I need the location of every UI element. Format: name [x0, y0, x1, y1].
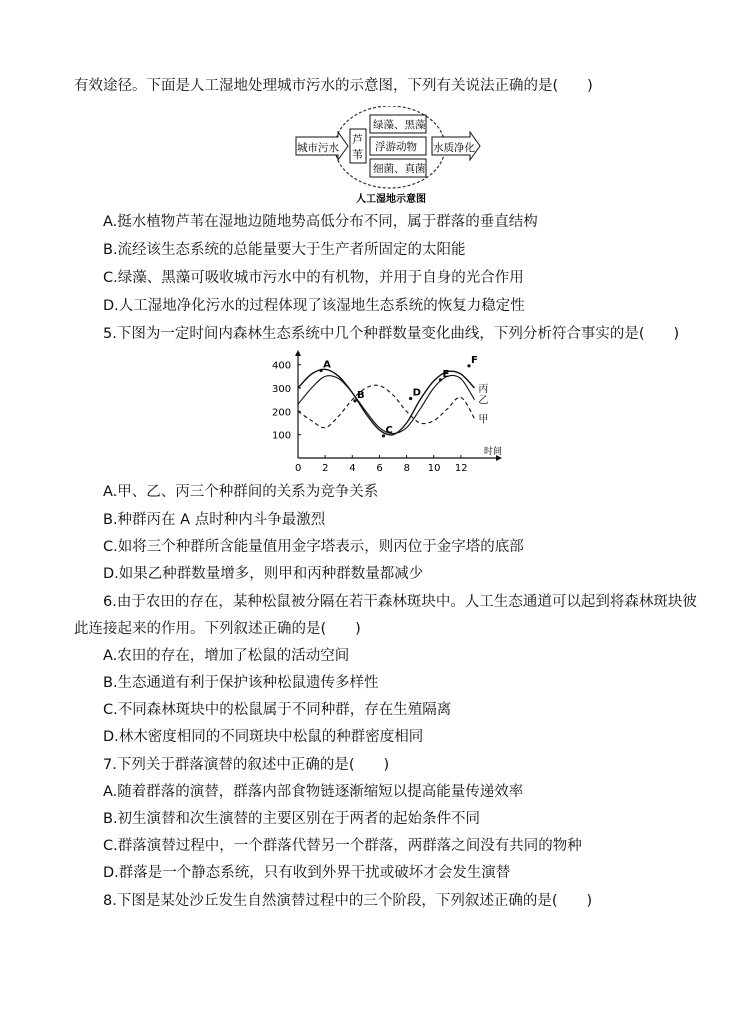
- y-tick-label: 300: [272, 384, 292, 395]
- point-label-A: A: [323, 359, 331, 371]
- y-tick-label: 200: [272, 407, 292, 419]
- reed-label-top: 芦: [352, 133, 363, 146]
- input-label: 城市污水: [297, 142, 339, 154]
- x-tick-label: 12: [454, 463, 468, 474]
- series-line-2: [298, 385, 474, 428]
- question-5-stem: 5.下图为一定时间内森林生态系统中几个种群数量变化曲线，下列分析符合事实的是( ): [103, 326, 680, 342]
- series-label-1: 乙: [478, 395, 489, 407]
- point-label-C: C: [385, 424, 393, 436]
- y-tick-label: 100: [272, 430, 292, 442]
- population-chart: [270, 348, 510, 478]
- y-tick-label: 400: [272, 360, 292, 372]
- series-label-0: 丙: [478, 384, 489, 395]
- x-axis-label: 时间: [484, 447, 503, 457]
- y-axis-arrow: [295, 350, 301, 356]
- q5-option-d: D.如果乙种群数量增多，则甲和丙种群数量都减少: [103, 566, 424, 582]
- q7-option-d: D.群落是一个静态系统，只有收到外界干扰或破坏才会发生演替: [103, 865, 511, 881]
- x-tick-label: 6: [376, 463, 383, 474]
- q7-option-c: C.群落演替过程中，一个群落代替另一个群落，两群落之间没有共同的物种: [103, 838, 582, 854]
- x-tick-label: 10: [427, 463, 441, 474]
- algae-label: 绿藻、黑藻: [373, 119, 426, 131]
- q6-option-b: B.生态通道有利于保护该种松鼠遗传多样性: [103, 675, 379, 691]
- point-label-D: D: [412, 387, 421, 399]
- point-label-F: F: [471, 354, 478, 366]
- wetland-caption: 人工湿地示意图: [356, 194, 426, 205]
- q6-option-a: A.农田的存在，增加了松鼠的活动空间: [103, 648, 350, 664]
- question-6-stem-line1: 6.由于农田的存在，某种松鼠被分隔在若干森林斑块中。人工生态通道可以起到将森林斑块彼: [103, 594, 697, 610]
- q5-option-b: B.种群丙在 A 点时种内斗争最激烈: [103, 512, 326, 528]
- q4-option-d: D.人工湿地净化污水的过程体现了该湿地生态系统的恢复力稳定性: [103, 298, 525, 314]
- q7-option-b: B.初生演替和次生演替的主要区别在于两者的起始条件不同: [103, 811, 481, 827]
- x-tick-label: 4: [349, 463, 356, 474]
- q4-option-c: C.绿藻、黑藻可吸收城市污水中的有机物，并用于自身的光合作用: [103, 270, 524, 286]
- microbe-label: 细菌、真菌: [373, 163, 426, 175]
- reed-label-bottom: 苇: [352, 148, 363, 161]
- q6-option-d: D.林木密度相同的不同斑块中松鼠的种群密度相同: [103, 729, 424, 745]
- q6-option-c: C.不同森林斑块中的松鼠属于不同种群，存在生殖隔离: [103, 702, 452, 718]
- point-label-E: E: [442, 368, 450, 380]
- wetland-diagram: [290, 106, 490, 206]
- series-label-2: 甲: [478, 414, 489, 426]
- q7-option-a: A.随着群落的演替，群落内部食物链逐渐缩短以提高能量传递效率: [103, 784, 524, 800]
- question-4-stem-end: 有效途径。下面是人工湿地处理城市污水的示意图，下列有关说法正确的是( ): [74, 78, 593, 94]
- x-tick-label: 2: [322, 463, 329, 474]
- q4-option-b: B.流经该生态系统的总能量要大于生产者所固定的太阳能: [103, 242, 466, 258]
- q5-option-a: A.甲、乙、丙三个种群间的关系为竞争关系: [103, 484, 379, 500]
- question-6-stem-line2: 此连接起来的作用。下列叙述正确的是( ): [74, 621, 361, 637]
- question-8-stem: 8.下图是某处沙丘发生自然演替过程中的三个阶段，下列叙述正确的是( ): [103, 893, 593, 909]
- x-tick-label: 0: [295, 463, 302, 474]
- point-label-B: B: [357, 389, 365, 401]
- q5-option-c: C.如将三个种群所含能量值用金字塔表示，则丙位于金字塔的底部: [103, 539, 524, 555]
- zooplankton-label: 浮游动物: [375, 141, 417, 153]
- question-7-stem: 7.下列关于群落演替的叙述中正确的是( ): [103, 757, 390, 773]
- output-label: 水质净化: [433, 142, 475, 154]
- q4-option-a: A.挺水植物芦苇在湿地边随地势高低分布不同，属于群落的垂直结构: [103, 214, 538, 230]
- x-tick-label: 8: [403, 463, 410, 474]
